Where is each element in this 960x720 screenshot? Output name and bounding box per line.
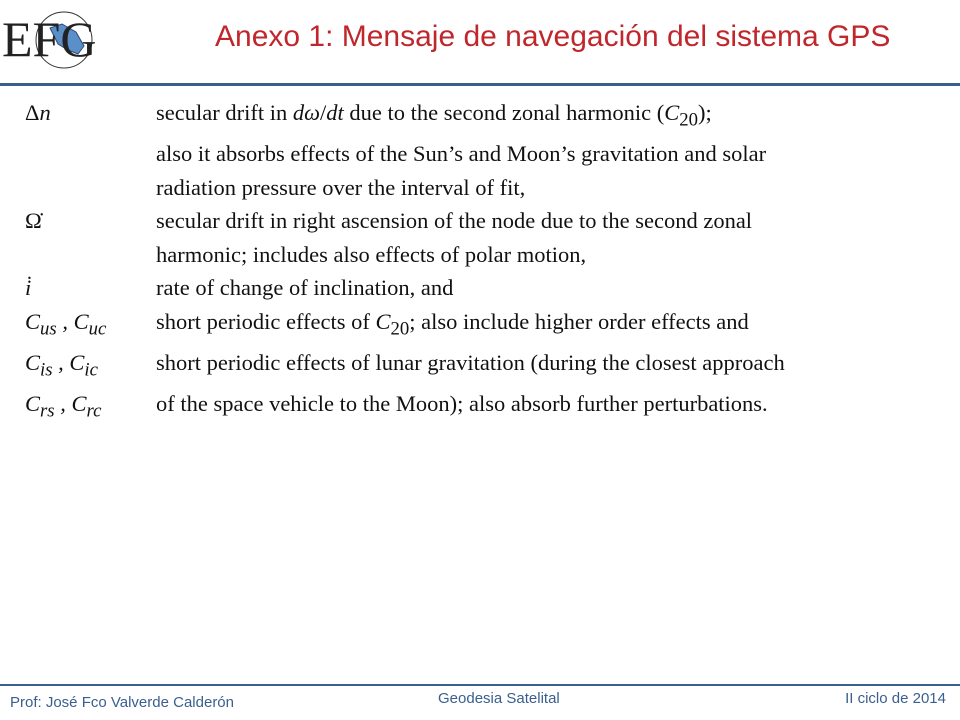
symbol-crs-crc: $C_{rs}$ , $C_{rc}$ [25, 391, 102, 422]
symbol-i-dot: i̇ [25, 275, 32, 301]
symbol-cis-cic: $C_{is}$ , $C_{ic}$ [25, 350, 98, 381]
logo-text: EFG [2, 11, 97, 67]
definition-line: short periodic effects of $C_{20}$; also include higher order effects and [156, 309, 749, 340]
definition-row [25, 305, 945, 346]
definition-line: short periodic effects of lunar gravitation (during the closest approach [156, 350, 785, 376]
definition-line: secular drift in dω/dt due to the second zonal harmonic $(C_{20})$; [156, 100, 712, 131]
definition-line: of the space vehicle to the Moon); also absorb further perturbations. [156, 391, 768, 417]
definition-row [25, 96, 945, 204]
title-rule [0, 83, 960, 86]
footer-author: Prof: José Fco Valverde Calderón [10, 694, 234, 711]
symbol-delta-n: Δn [25, 100, 51, 125]
logo-emblem-icon [2, 6, 120, 76]
definition-line: also it absorbs effects of the Sun’s and Moon’s gravitation and solar [156, 141, 767, 167]
definition-row [25, 271, 945, 305]
definitions-list [25, 96, 945, 428]
logo [2, 6, 120, 72]
definition-line: rate of change of inclination, and [156, 275, 454, 301]
symbol-omega-dot: Ω̇ [25, 208, 42, 234]
definition-row [25, 204, 945, 271]
definition-line: harmonic; includes also effects of polar motion, [156, 241, 587, 267]
definition-line: radiation pressure over the interval of fit, [156, 174, 526, 200]
footer-rule [0, 684, 960, 686]
footer-term: II ciclo de 2014 [845, 690, 946, 707]
definition-row [25, 346, 945, 387]
page-title: Anexo 1: Mensaje de navegación del sistema GPS [215, 20, 891, 53]
symbol-cus-cuc: $C_{us}$ , $C_{uc}$ [25, 309, 107, 340]
footer-course: Geodesia Satelital [438, 690, 560, 707]
definition-row [25, 387, 945, 428]
definition-line: secular drift in right ascension of the node due to the second zonal [156, 208, 753, 234]
